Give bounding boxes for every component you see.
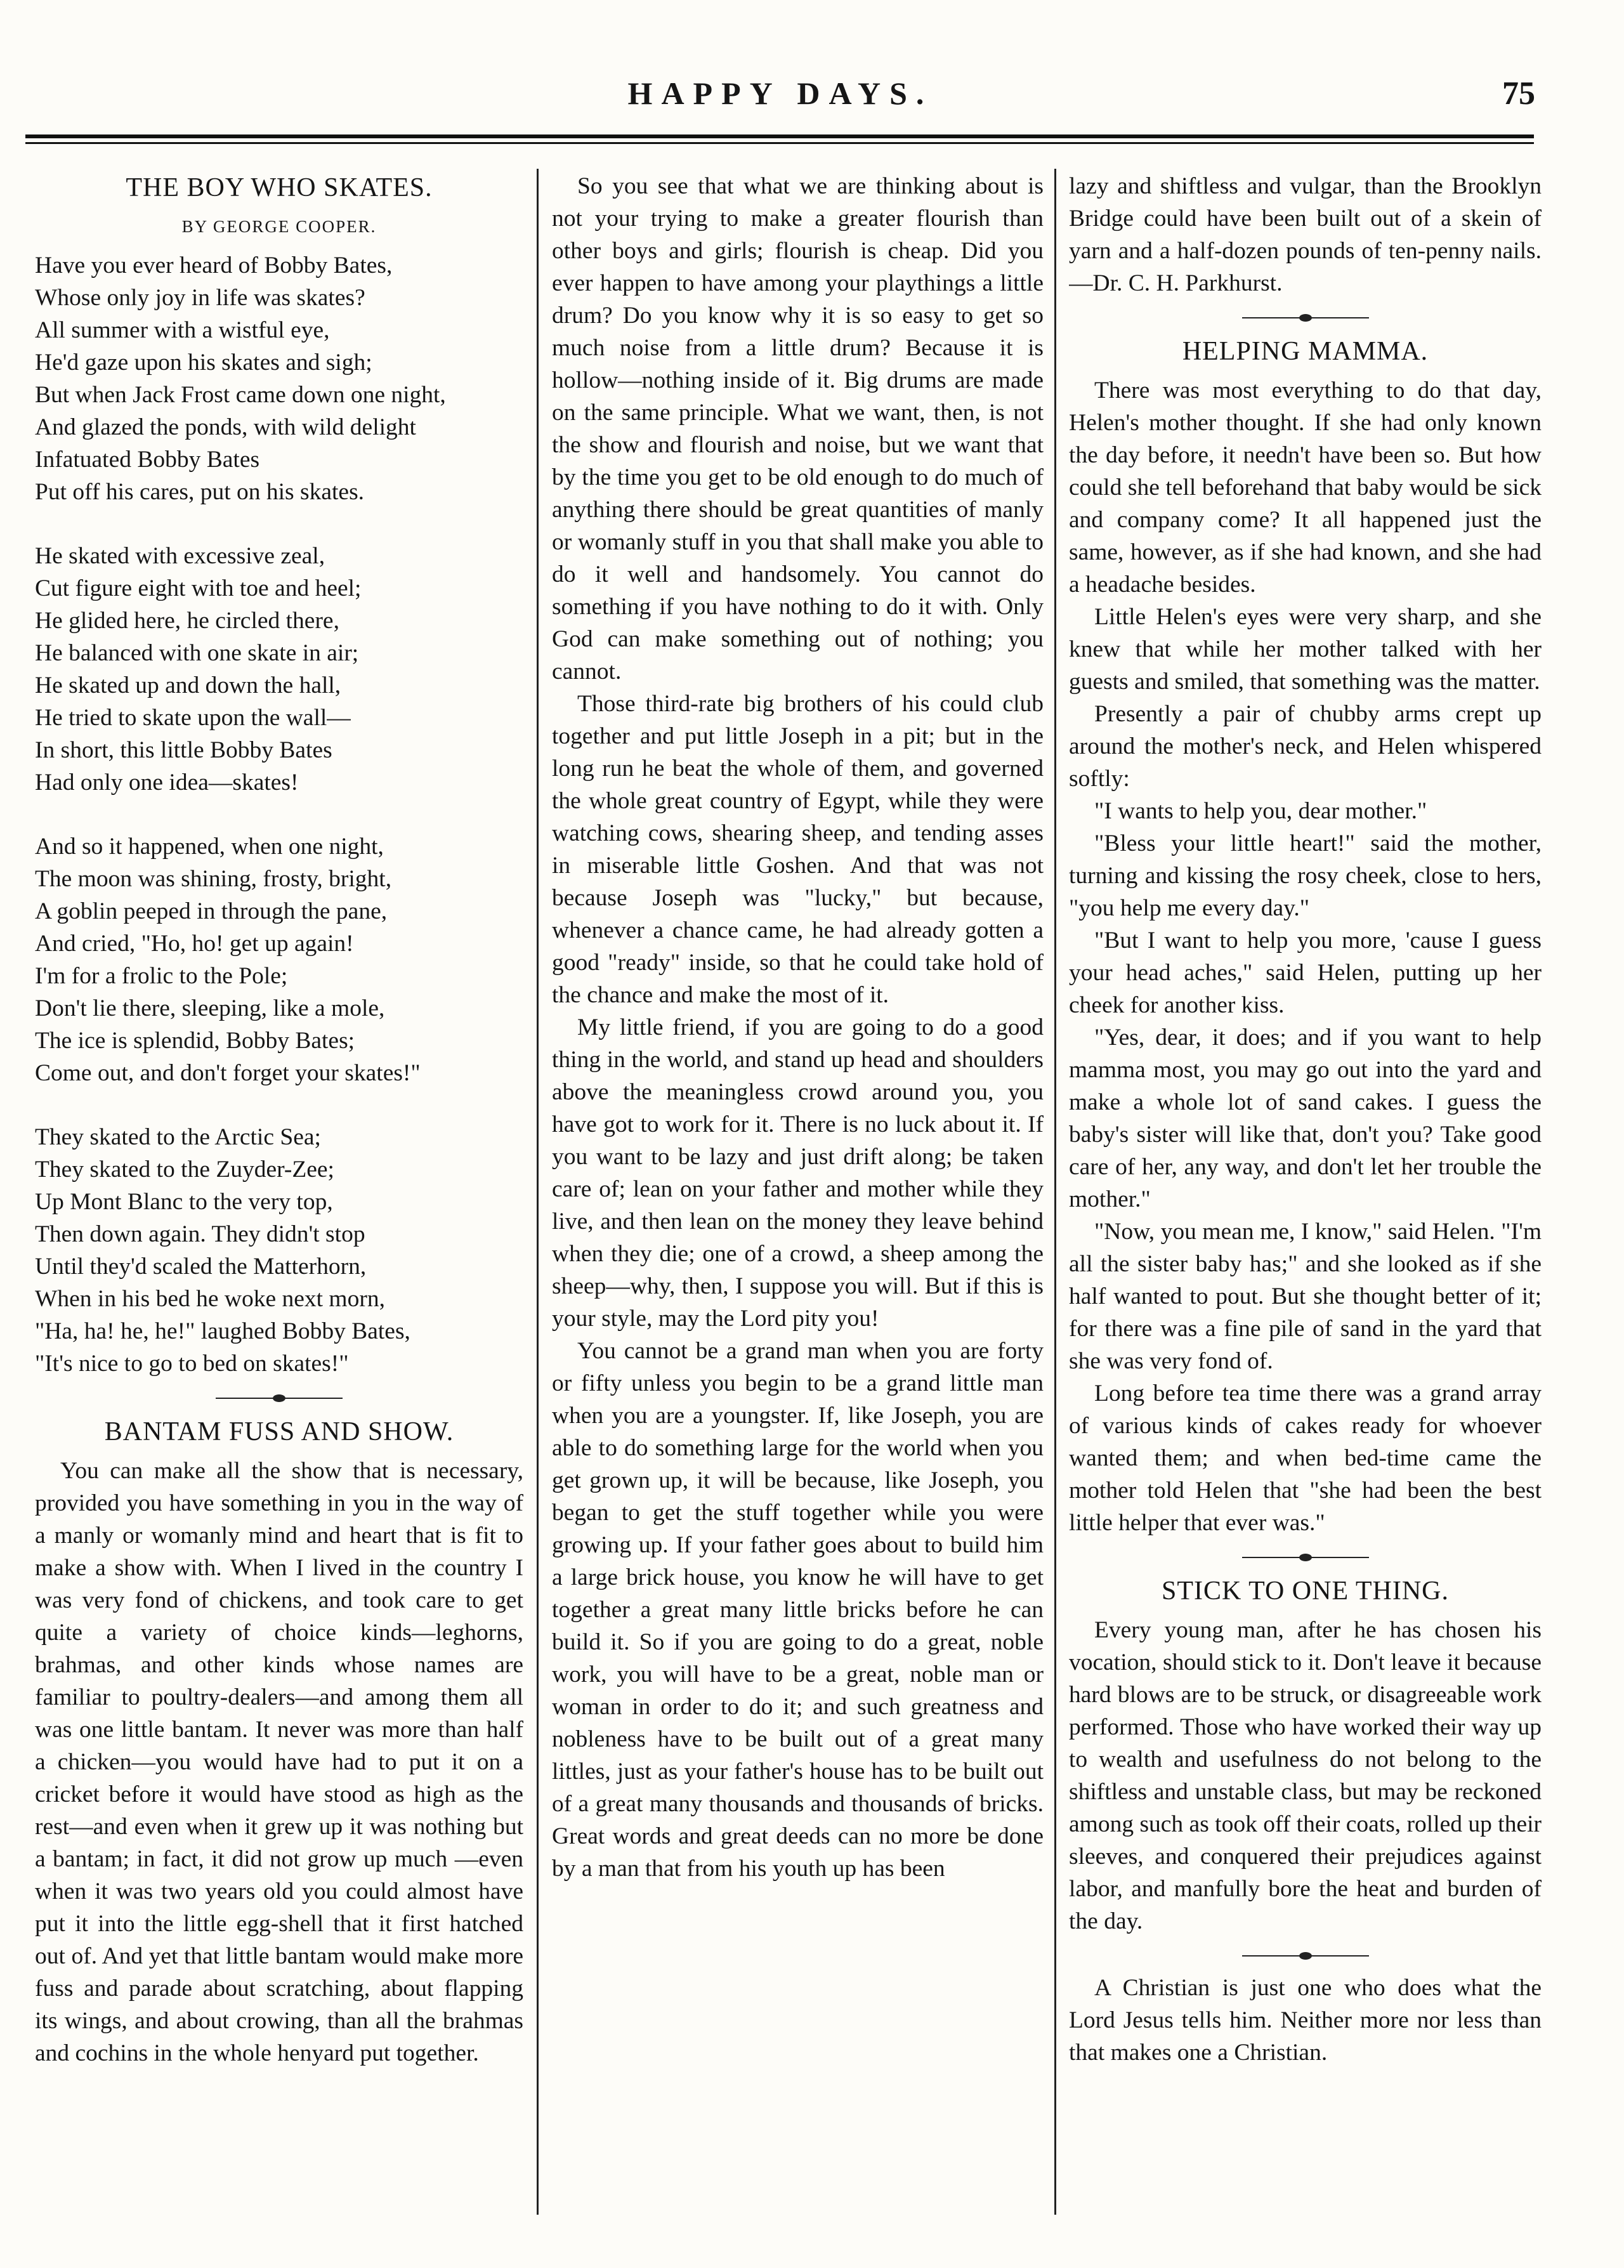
poem-line: "It's nice to go to bed on skates!": [35, 1351, 349, 1377]
poem-line: He skated up and down the hall,: [35, 672, 341, 698]
paragraph-continued: lazy and shiftless and vulgar, than the Brooklyn Bridge could have been built out of a skein of yarn and a half-dozen pounds of ten-penny nails.—Dr. C. H. Parkhurst.: [1069, 173, 1542, 296]
poem-line: Until they'd scaled the Matterhorn,: [35, 1254, 367, 1280]
poem-line: The ice is splendid, Bobby Bates;: [35, 1028, 355, 1054]
article-title-bantam: BANTAM FUSS AND SHOW.: [104, 1417, 454, 1446]
poem-line: All summer with a wistful eye,: [35, 317, 330, 343]
paragraph: "But I want to help you more, 'cause I guess your head aches," said Helen, putting up her cheek for another kiss.: [1069, 928, 1542, 1018]
column-divider-2: [1054, 169, 1056, 2215]
poem-line: He skated with excessive zeal,: [35, 543, 325, 569]
poem-title: THE BOY WHO SKATES.: [126, 173, 433, 202]
paragraph: "I wants to help you, dear mother.": [1094, 798, 1427, 824]
poem-line: He tried to skate upon the wall—: [35, 705, 351, 731]
paragraph: So you see that what we are thinking about is not your trying to make a greater flourish than other boys and girls; flourish is cheap. Did you ever happen to have among your playthings a little drum? Do you know why it is so easy to get so much noise from a little drum? Because it is hollow—nothing inside of it. Big drums are made on the same principle. What we want, then, is not the show and flourish and noise, but we want that by the time you get to be old enough to do much of anything there should be great quantities of manly or womanly stuff in you that shall make you able to do it well and handsomely. You cannot do something if you have nothing to do it with. Only God can make something out of nothing; you cannot.: [552, 173, 1044, 685]
paragraph: Those third-rate big brothers of his could club together and put little Joseph in a pit; but in the long run he beat the whole of them, and governed the whole great country of Egypt, while they were watching cows, shearing sheep, and tending asses in miserable little Goshen. And that was not because Joseph was "lucky," but because, whenever a chance came, he had already gotten a good "ready" inside, so that he could take hold of the chance and make the most of it.: [552, 691, 1044, 1008]
column-1: [35, 170, 523, 2219]
paragraph: Every young man, after he has chosen his vocation, should stick to it. Don't leave it because hard blows are to be struck, or disagreeable work performed. Those who have worked their way up to wealth and usefulness do not belong to the shiftless and unstable class, but may be reckoned among such as took off their coats, rolled up their sleeves, and conquered their prejudices against labor, and manfully bore the heat and burden of the day.: [1069, 1617, 1542, 1934]
section-ornament: [216, 1394, 343, 1403]
paragraph: Presently a pair of chubby arms crept up around the mother's neck, and Helen whispered softly:: [1069, 701, 1542, 792]
poem-stanza-3: [35, 830, 523, 1089]
poem-line: A goblin peeped in through the pane,: [35, 898, 388, 924]
column-3: [1069, 170, 1542, 2219]
paragraph: "Now, you mean me, I know," said Helen. "I'm all the sister baby has;" and she looked as if she half wanted to pout. But she thought better of it; for there was a fine pile of sand in the yard that she was very fond of.: [1069, 1219, 1542, 1374]
newspaper-title: HAPPY DAYS.: [627, 75, 933, 111]
poem-line: Infatuated Bobby Bates: [35, 447, 260, 473]
poem-line: When in his bed he woke next morn,: [35, 1286, 385, 1312]
header-rule: [25, 134, 1534, 138]
paragraph: There was most everything to do that day, Helen's mother thought. If she had only known the day before, it needn't have been so. But how could she tell beforehand that baby would be sick and company come? It all happened just the same, however, as if she had known, and she had a headache besides.: [1069, 377, 1542, 598]
poem-line: He glided here, he circled there,: [35, 608, 339, 634]
article-title-stick: STICK TO ONE THING.: [1161, 1576, 1449, 1606]
paragraph: Long before tea time there was a grand array of various kinds of cakes ready for whoever wanted them; and when bed-time came the mother told Helen that "she had been the best little helper that ever was.": [1069, 1380, 1542, 1536]
poem-line: Up Mont Blanc to the very top,: [35, 1189, 333, 1215]
article-bantam: [35, 1455, 523, 2069]
poem-line: Have you ever heard of Bobby Bates,: [35, 252, 393, 279]
paragraph: A Christian is just one who does what the Lord Jesus tells him. Neither more nor less than that makes one a Christian.: [1069, 1975, 1542, 2066]
poem-line: Had only one idea—skates!: [35, 770, 299, 796]
poem-line: Come out, and don't forget your skates!": [35, 1060, 421, 1086]
poem-line: "Ha, ha! he, he!" laughed Bobby Bates,: [35, 1318, 410, 1344]
section-ornament: [1242, 1553, 1369, 1562]
page-header: [25, 75, 1535, 138]
poem-line: Cut figure eight with toe and heel;: [35, 575, 362, 601]
poem-line: But when Jack Frost came down one night,: [35, 382, 446, 408]
paragraph: "Yes, dear, it does; and if you want to help mamma most, you may go out into the yard and make a whole lot of sand cakes. I guess the baby's sister will like that, don't you? Take good care of her, any way, and don't let her trouble the mother.": [1069, 1025, 1542, 1212]
paragraph: Little Helen's eyes were very sharp, and she knew that while her mother talked with her guests and smiled, that something was the matter.: [1069, 604, 1542, 695]
page-number: 75: [1502, 75, 1535, 112]
poem-line: He'd gaze upon his skates and sigh;: [35, 350, 372, 376]
poem-line: Then down again. They didn't stop: [35, 1221, 365, 1247]
poem-byline: BY GEORGE COOPER.: [181, 217, 377, 236]
header-rule-thin: [25, 142, 1534, 144]
poem-stanza-1: [35, 249, 523, 508]
poem-line: The moon was shining, frosty, bright,: [35, 866, 392, 892]
column-divider-1: [537, 169, 539, 2215]
paragraph: You can make all the show that is necessary, provided you have something in you in the way of a manly or womanly mind and heart that is fit to make a show with. When I lived in the country I was very fond of chickens, and took care to get quite a variety of choice kinds—leghorns, brahmas, and other kinds whose names are familiar to poultry-dealers—and among them all was one little bantam. It never was more than half a chicken—you would have had to put it on a cricket before it would have stood as high as the rest—and even when it grew up it was nothing but a bantam; in fact, it did not grow up much —even when it was two years old you could almost have put it into the little egg-shell that it first hatched out of. And yet that little bantam would make more fuss and parade about scratching, about flapping its wings, and about crowing, than all the brahmas and cochins in the whole henyard put together.: [35, 1458, 523, 2066]
section-ornament: [1242, 313, 1369, 322]
poem-line: They skated to the Zuyder-Zee;: [35, 1157, 334, 1183]
poem-line: He balanced with one skate in air;: [35, 640, 359, 666]
article-title-helping: HELPING MAMMA.: [1182, 337, 1429, 366]
poem-line: And glazed the ponds, with wild delight: [35, 414, 416, 440]
poem-line: In short, this little Bobby Bates: [35, 737, 332, 763]
poem-line: Put off his cares, put on his skates.: [35, 479, 365, 505]
poem-line: And so it happened, when one night,: [35, 834, 384, 860]
poem-line: Whose only joy in life was skates?: [35, 285, 365, 311]
section-ornament: [1242, 1951, 1369, 1960]
paragraph: My little friend, if you are going to do a good thing in the world, and stand up head and shoulders above the meaningless crowd around you, you have got to work for it. There is no luck about it. If you want to be lazy and just drift along; be taken care of; lean on your father and mother while they live, and then lean on the money they leave behind when they die; one of a crowd, a sheep among the sheep—why, then, I suppose you will. But if this is your style, may the Lord pity you!: [552, 1014, 1044, 1332]
paragraph: You cannot be a grand man when you are forty or fifty unless you begin to be a grand little man when you are a youngster. If, like Joseph, you are able to do something large for the world when you get grown up, it will be because, like Joseph, you began to get the stuff together while you were growing up. If your father goes about to build him a large brick house, you know he will have to get together a great many little bricks before he can build it. So if you are going to do a great, noble work, you will have to be a great, noble man or woman in order to do it; and such greatness and nobleness have to be built out of a great many littles, just as your father's house has to be built out of a great many thousands and thousands of bricks. Great words and great deeds can no more be done by a man that from his youth up has been: [552, 1338, 1044, 1882]
column-2: [552, 170, 1044, 2219]
poem-line: I'm for a frolic to the Pole;: [35, 963, 288, 989]
poem-line: They skated to the Arctic Sea;: [35, 1124, 321, 1150]
poem-stanza-2: [35, 540, 523, 799]
poem-line: Don't lie there, sleeping, like a mole,: [35, 995, 385, 1021]
poem-line: And cried, "Ho, ho! get up again!: [35, 931, 354, 957]
paragraph: "Bless your little heart!" said the mother, turning and kissing the rosy cheek, close to hers, "you help me every day.": [1069, 830, 1542, 921]
poem-stanza-4: [35, 1121, 523, 1380]
